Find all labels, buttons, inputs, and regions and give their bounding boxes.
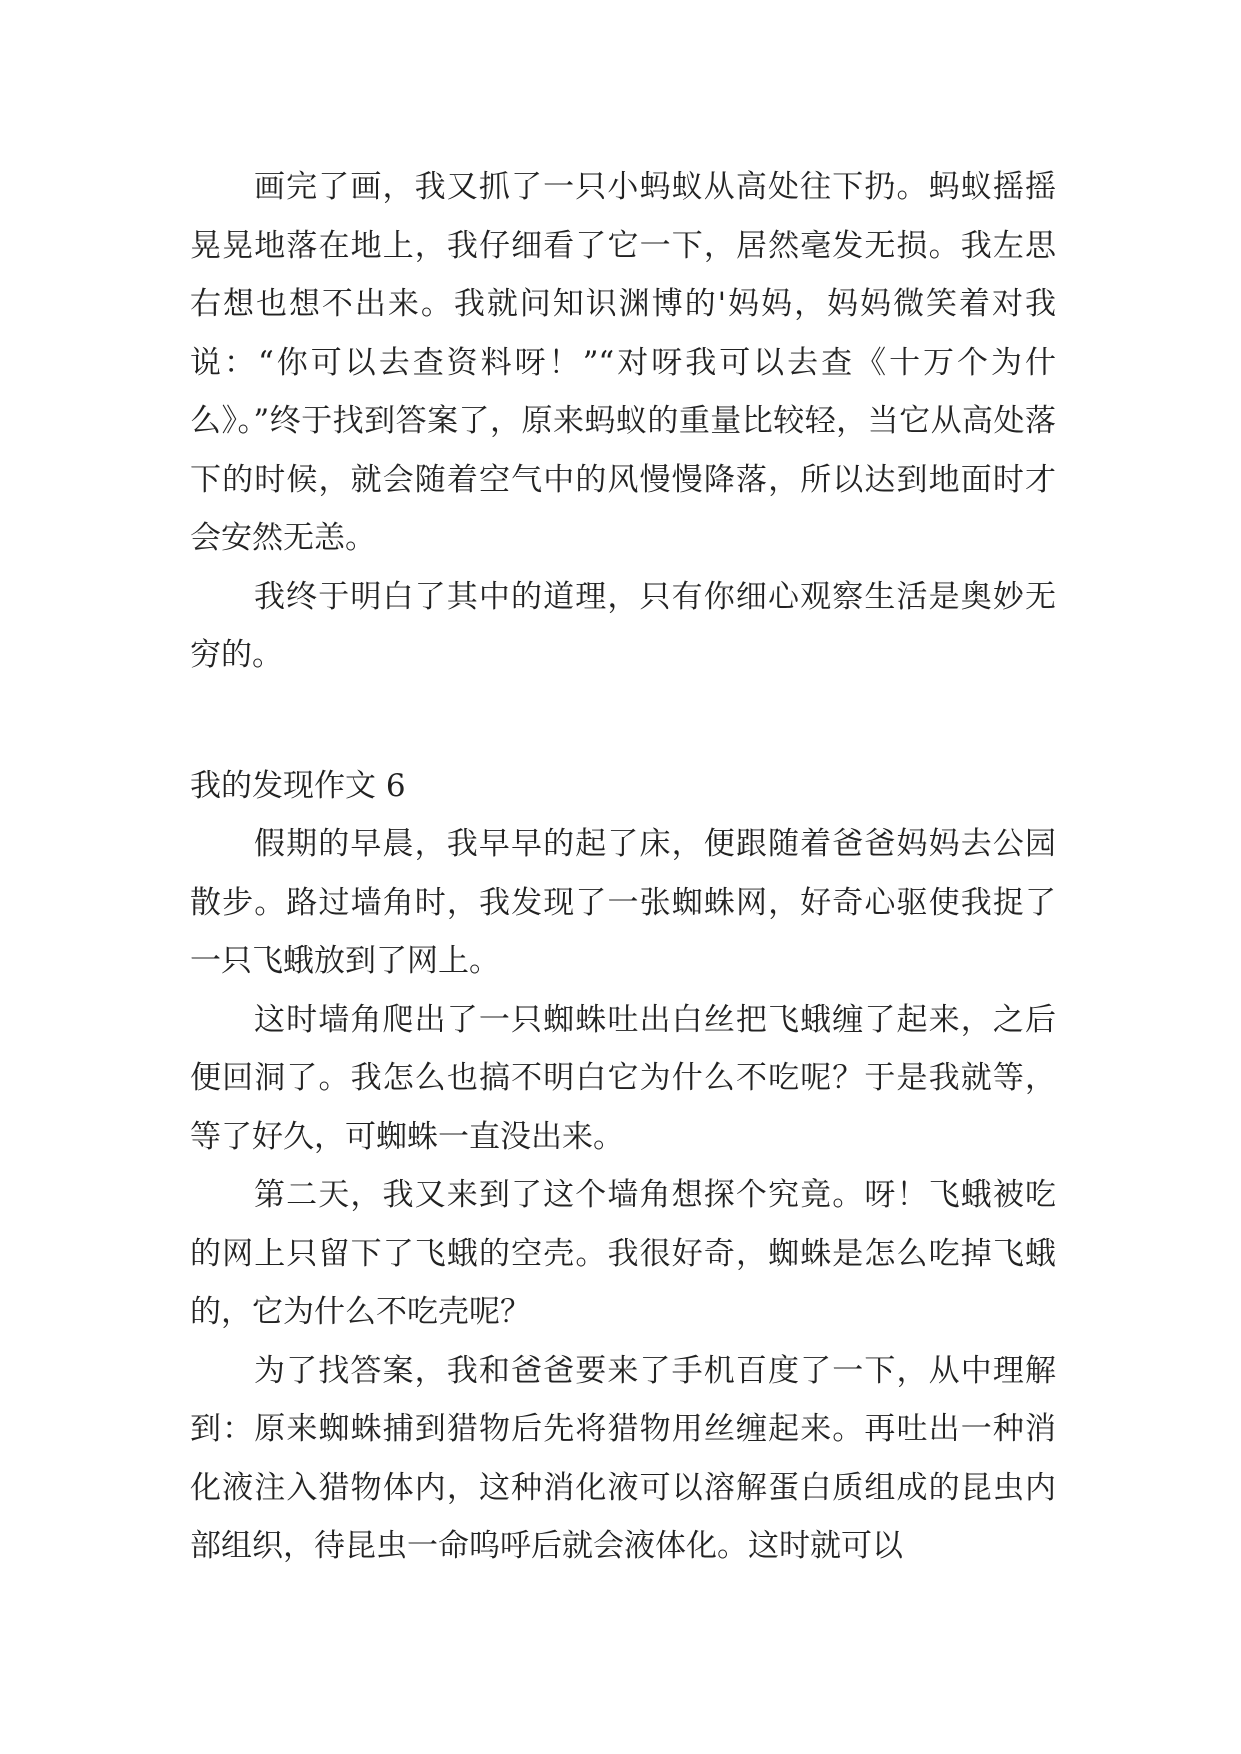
document-page	[190, 158, 1056, 1576]
paragraph: 这时墙角爬出了一只蜘蛛吐出白丝把飞蛾缠了起来，之后便回洞了。我怎么也搞不明白它为什么不吃呢？于是我就等，等了好久，可蜘蛛一直没出来。	[190, 1001, 1056, 1155]
paragraph: 画完了画，我又抓了一只小蚂蚁从高处往下扔。蚂蚁摇摇晃晃地落在地上，我仔细看了它一下，居然毫发无损。我左思右想也想不出来。我就问知识渊博的'妈妈，妈妈微笑着对我说：“你可以去查资料呀！”“对呀我可以去查《十万个为什么》。”终于找到答案了，原来蚂蚁的重量比较轻，当它从高处落下的时候，就会随着空气中的风慢慢降落，所以达到地面时才会安然无恙。	[190, 169, 1056, 556]
section-heading: 我的发现作文 6	[190, 767, 406, 804]
paragraph: 我终于明白了其中的道理，只有你细心观察生活是奥妙无穷的。	[190, 578, 1056, 673]
paragraph: 为了找答案，我和爸爸要来了手机百度了一下，从中理解到：原来蜘蛛捕到猎物后先将猎物用丝缠起来。再吐出一种消化液注入猎物体内，这种消化液可以溶解蛋白质组成的昆虫内部组织，待昆虫一命呜呼后就会液体化。这时就可以	[190, 1352, 1056, 1564]
paragraph: 第二天，我又来到了这个墙角想探个究竟。呀！飞蛾被吃的网上只留下了飞蛾的空壳。我很好奇，蜘蛛是怎么吃掉飞蛾的，它为什么不吃壳呢？	[190, 1177, 1056, 1330]
paragraph: 假期的早晨，我早早的起了床，便跟随着爸爸妈妈去公园散步。路过墙角时，我发现了一张蜘蛛网，好奇心驱使我捉了一只飞蛾放到了网上。	[190, 826, 1056, 979]
